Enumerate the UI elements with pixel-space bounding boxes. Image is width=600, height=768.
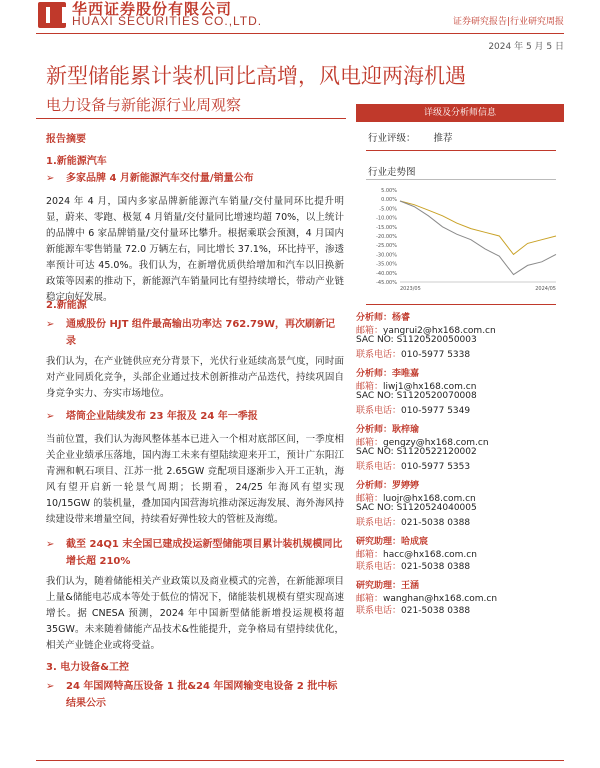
analyst-name: 分析师：杨睿 <box>356 313 411 323</box>
analyst-email[interactable]: 邮箱：yangrui2@hx168.com.cn <box>356 326 496 336</box>
document-type: 证券研究报告|行业研究周报 <box>452 17 564 27</box>
company-name-en: HUAXI SECURITIES CO.,LTD. <box>72 14 263 28</box>
analyst-name: 分析师：李唯嘉 <box>356 369 420 379</box>
y-tick-label: 0.00% <box>381 197 397 204</box>
y-tick-label: 5.00% <box>381 188 397 194</box>
analyst-sac: SAC NO: S1120522120002 <box>356 447 477 457</box>
paragraph: 我们认为，在产业链供应充分背景下，光伏行业延续高景气度，同时面对产业同质化竞争，头部企业通过技术创新推动产品迭代，持续巩固自身竞争实力、夯实市场地位。 <box>46 356 344 399</box>
footer-divider <box>36 760 564 761</box>
highlight-bullet: ➢ 24 年国网特高压设备 1 批&24 年国网输变电设备 2 批中标结果公示 <box>46 678 344 712</box>
analyst-name: 研究助理：王涵 <box>356 581 420 591</box>
series-line-1 <box>400 201 556 275</box>
series-line-0 <box>400 201 556 254</box>
x-tick-label: 2023/05 <box>400 286 421 292</box>
highlight-bullet: ➢ 截至 24Q1 末全国已建成投运新型储能项目累计装机规模同比增长超 210% <box>46 536 344 570</box>
y-tick-label: -5.00% <box>379 206 397 213</box>
report-subtitle: 电力设备与新能源行业周观察 <box>46 96 242 114</box>
y-tick-label: -10.00% <box>376 215 397 222</box>
analyst-email[interactable]: 邮箱：liwj1@hx168.com.cn <box>356 382 477 392</box>
analyst-sac: SAC NO: S1120524040005 <box>356 503 477 513</box>
y-tick-label: -35.00% <box>376 261 397 268</box>
analyst-name: 研究助理：哈成宸 <box>356 537 429 547</box>
rating-divider <box>366 150 556 151</box>
analyst-name: 分析师：耿梓瑜 <box>356 425 420 435</box>
analyst-email[interactable]: 邮箱：wanghan@hx168.com.cn <box>356 594 498 604</box>
highlight-bullet: ➢ 通威股份 HJT 组件最高输出功率达 762.79W，再次刷新记录 <box>46 316 344 350</box>
y-tick-label: -20.00% <box>376 234 397 240</box>
report-title: 新型储能累计装机同比高增，风电迎两海机遇 <box>46 64 466 88</box>
analyst-phone: 联系电话：021-5038 0388 <box>356 518 471 528</box>
trend-divider <box>366 179 556 180</box>
highlight-bullet: ➢ 塔筒企业陆续发布 23 年报及 24 年一季报 <box>46 408 344 425</box>
rating-value: 推荐 <box>433 133 453 144</box>
paragraph: 当前位置，我们认为海风整体基本已进入一个相对底部区间，一季度相关企业业绩承压落地，国内海工未来有望陆续迎来开工，预计广东阳江青洲和帆石项目、江苏一批 2.65GW 竞配项目逐渐步入开工正轨，海风有望开启新一轮景气周期；长期看，24/25 年海风有望实现 10/15GW 的装机量，叠加国内国营海坑推动深远海发展、海外海风持续建设带来增量空间，持续看好弹性较大的管桩及海缆。 <box>46 434 344 525</box>
x-tick-label: 2024/05 <box>535 286 556 292</box>
arrow-bullet-icon: ➢ <box>46 411 55 422</box>
arrow-bullet-icon: ➢ <box>46 173 55 184</box>
highlight-bullet: ➢ 多家品牌 4 月新能源汽车交付量/销量公布 <box>46 170 344 187</box>
analyst-phone: 联系电话：010-5977 5349 <box>356 406 471 416</box>
y-tick-label: -25.00% <box>376 243 397 250</box>
analyst-name: 分析师：罗婷婷 <box>356 481 420 491</box>
analyst-email[interactable]: 邮箱：gengzy@hx168.com.cn <box>356 438 489 448</box>
analyst-phone: 联系电话：010-5977 5338 <box>356 350 471 360</box>
y-tick-label: -45.00% <box>376 280 397 286</box>
analyst-phone: 联系电话：021-5038 0388 <box>356 606 471 616</box>
chart-divider <box>366 304 556 305</box>
y-tick-label: -30.00% <box>376 252 397 259</box>
section-heading: 3. 电力设备&工控 <box>46 662 129 673</box>
summary-heading: 报告摘要 <box>46 134 86 145</box>
title-divider <box>36 118 346 119</box>
y-tick-label: -15.00% <box>376 224 397 231</box>
arrow-bullet-icon: ➢ <box>46 319 55 330</box>
analyst-email[interactable]: 邮箱：luojr@hx168.com.cn <box>356 494 476 504</box>
rating-label: 行业评级： <box>368 133 416 144</box>
company-name-cn: 华西证券股份有限公司 <box>72 0 233 18</box>
report-date: 2024 年 5 月 5 日 <box>488 42 564 52</box>
analyst-sac: SAC NO: S1120520070008 <box>356 391 477 401</box>
company-logo-icon <box>38 2 66 28</box>
y-tick-label: -40.00% <box>376 270 397 277</box>
section-heading: 2.新能源 <box>46 300 87 311</box>
section-heading: 1.新能源汽车 <box>46 156 107 167</box>
paragraph: 2024 年 4 月，国内多家品牌新能源汽车销量/交付量同环比提升明显，蔚来、零跑、极氪 4 月销量/交付量同比增速均超 70%，以上统计的品牌中 6 家品牌销量/交付量环比攀升。根据乘联会预测，4 月国内新能源车零售销量 72.0 万辆左右，同比增长 37.1%，环比持平，渗透率预计可达 45.0%。我们认为，在新增优质供给增加和汽车以旧换新政策等因素的推动下，新能源汽车销量同比有望持续增长，带动产业链稳定向好发展。 <box>46 196 344 303</box>
page-header <box>0 0 600 52</box>
header-divider <box>36 33 564 34</box>
paragraph: 我们认为，随着储能相关产业政策以及商业模式的完善，在新能源项目上量&储能电芯成本等处于低位的情况下，储能装机规模有望实现高速增长。据 CNESA 预测，2024 年中国新型储能新增投运规模将超 35GW。未来随着储能产品技术&性能提升，竞争格局有望持续优化，相关产业链企业或将受益。 <box>46 576 344 651</box>
arrow-bullet-icon: ➢ <box>46 681 55 692</box>
arrow-bullet-icon: ➢ <box>46 539 55 550</box>
analyst-phone: 联系电话：010-5977 5353 <box>356 462 471 472</box>
industry-rating <box>368 130 453 144</box>
analyst-phone: 联系电话：021-5038 0388 <box>356 562 471 572</box>
trend-chart-title: 行业走势图 <box>368 167 416 178</box>
industry-trend-chart <box>366 184 562 300</box>
analyst-sac: SAC NO: S1120520050003 <box>356 335 477 345</box>
side-banner: 详级及分析师信息 <box>356 104 564 122</box>
analyst-email[interactable]: 邮箱：hacc@hx168.com.cn <box>356 550 477 560</box>
